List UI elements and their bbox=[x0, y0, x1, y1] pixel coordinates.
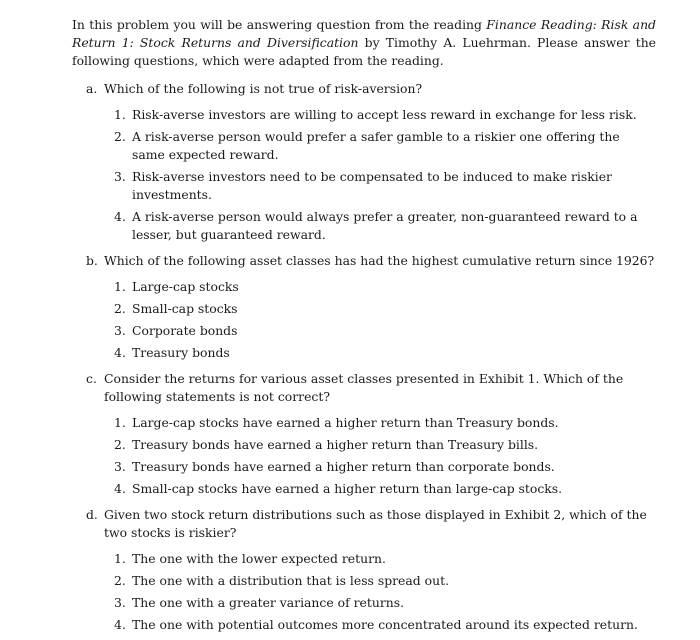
option-text: Small-cap stocks have earned a higher return than large-cap stocks. bbox=[132, 481, 563, 496]
option-list bbox=[86, 278, 656, 362]
option-item bbox=[114, 106, 656, 124]
option-item bbox=[114, 414, 656, 432]
option-item bbox=[114, 550, 656, 568]
option-item bbox=[114, 168, 656, 204]
question-stem bbox=[86, 370, 656, 406]
option-number: 3. bbox=[114, 169, 126, 184]
option-text: Treasury bonds have earned a higher return than Treasury bills. bbox=[132, 437, 539, 452]
question-stem bbox=[86, 80, 656, 98]
question-letter: b. bbox=[86, 253, 98, 268]
option-number: 2. bbox=[114, 301, 126, 316]
option-item bbox=[114, 208, 656, 244]
option-list bbox=[86, 106, 656, 244]
option-number: 2. bbox=[114, 129, 126, 144]
option-number: 4. bbox=[114, 617, 126, 632]
question-text: Consider the returns for various asset classes presented in Exhibit 1. Which of the following statements is not correct? bbox=[104, 371, 624, 404]
question-d bbox=[72, 506, 656, 634]
option-text: The one with a distribution that is less spread out. bbox=[132, 573, 450, 588]
question-a bbox=[72, 80, 656, 244]
option-number: 3. bbox=[114, 595, 126, 610]
reading-title: Finance Reading: Risk and Return 1: Stock Returns and Diversification bbox=[72, 17, 656, 50]
intro-paragraph bbox=[72, 16, 656, 70]
option-text: The one with a greater variance of returns. bbox=[132, 595, 405, 610]
option-number: 2. bbox=[114, 437, 126, 452]
option-number: 1. bbox=[114, 415, 126, 430]
option-number: 3. bbox=[114, 323, 126, 338]
question-text: Given two stock return distributions such as those displayed in Exhibit 2, which of the two stocks is riskier? bbox=[104, 507, 647, 540]
option-number: 4. bbox=[114, 481, 126, 496]
question-list bbox=[72, 80, 656, 634]
option-text: Small-cap stocks bbox=[132, 301, 238, 316]
question-letter: d. bbox=[86, 507, 98, 522]
intro-suffix: by Timothy A. Luehrman. Please answer the following questions, which were adapted from the reading. bbox=[72, 35, 657, 68]
question-letter: a. bbox=[86, 81, 98, 96]
option-text: A risk-averse person would always prefer a greater, non-guaranteed reward to a lesser, but guaranteed reward. bbox=[132, 209, 638, 242]
option-number: 4. bbox=[114, 209, 126, 224]
option-number: 2. bbox=[114, 573, 126, 588]
option-text: Large-cap stocks bbox=[132, 279, 239, 294]
option-item bbox=[114, 458, 656, 476]
question-b bbox=[72, 252, 656, 362]
option-item bbox=[114, 278, 656, 296]
option-item bbox=[114, 572, 656, 590]
option-number: 1. bbox=[114, 279, 126, 294]
option-text: Risk-averse investors need to be compensated to be induced to make riskier investments. bbox=[132, 169, 612, 202]
option-number: 3. bbox=[114, 459, 126, 474]
option-text: Corporate bonds bbox=[132, 323, 238, 338]
option-number: 1. bbox=[114, 551, 126, 566]
question-letter: c. bbox=[86, 371, 97, 386]
option-text: Large-cap stocks have earned a higher return than Treasury bonds. bbox=[132, 415, 559, 430]
option-item bbox=[114, 128, 656, 164]
question-c bbox=[72, 370, 656, 498]
option-number: 1. bbox=[114, 107, 126, 122]
option-list bbox=[86, 414, 656, 498]
option-item bbox=[114, 480, 656, 498]
question-stem bbox=[86, 506, 656, 542]
intro-prefix: In this problem you will be answering question from the reading bbox=[72, 17, 487, 32]
option-text: Treasury bonds bbox=[132, 345, 230, 360]
option-item bbox=[114, 300, 656, 318]
option-item bbox=[114, 616, 656, 634]
option-item bbox=[114, 344, 656, 362]
option-text: The one with the lower expected return. bbox=[132, 551, 386, 566]
option-item bbox=[114, 436, 656, 454]
option-text: A risk-averse person would prefer a safer gamble to a riskier one offering the same expected reward. bbox=[132, 129, 620, 162]
question-text: Which of the following asset classes has had the highest cumulative return since 1926? bbox=[104, 253, 655, 268]
option-number: 4. bbox=[114, 345, 126, 360]
option-list bbox=[86, 550, 656, 634]
option-item bbox=[114, 322, 656, 340]
question-stem bbox=[86, 252, 656, 270]
option-text: The one with potential outcomes more concentrated around its expected return. bbox=[132, 617, 638, 632]
question-text: Which of the following is not true of risk-aversion? bbox=[104, 81, 423, 96]
option-item bbox=[114, 594, 656, 612]
option-text: Risk-averse investors are willing to accept less reward in exchange for less risk. bbox=[132, 107, 637, 122]
option-text: Treasury bonds have earned a higher return than corporate bonds. bbox=[132, 459, 555, 474]
